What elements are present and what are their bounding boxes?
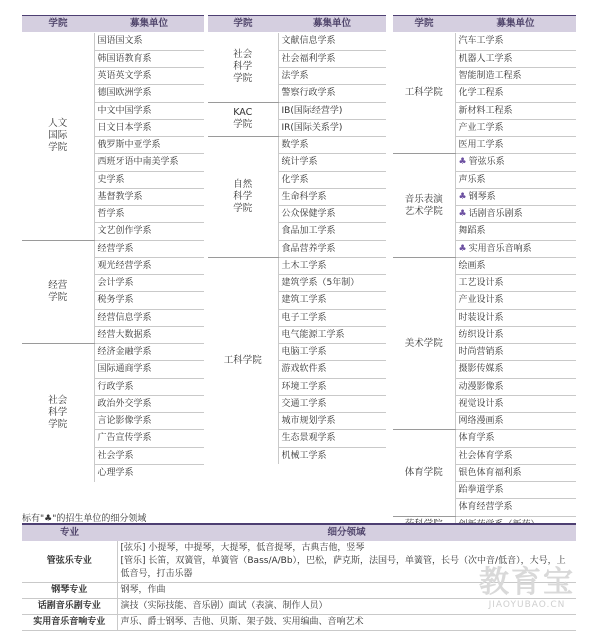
detail-row	[22, 615, 576, 631]
unit-name: 实用音乐音响系	[468, 243, 532, 254]
unit-name: 西班牙语中南美学系	[97, 157, 179, 168]
unit-cell	[455, 257, 576, 274]
unit-cell	[455, 223, 576, 240]
unit-cell	[94, 119, 204, 136]
unit-name: 统计学系	[281, 157, 318, 168]
unit-cell	[278, 240, 386, 257]
unit-cell	[278, 326, 386, 343]
unit-cell	[278, 119, 386, 136]
unit-name: 史学系	[97, 174, 125, 185]
unit-name: 声乐系	[458, 174, 486, 185]
unit-cell	[278, 447, 386, 464]
club-icon: ♣	[458, 209, 467, 220]
unit-name: 动漫影像系	[458, 381, 504, 392]
unit-name: 基督教学系	[97, 191, 143, 202]
unit-name: 机器人工学系	[458, 53, 513, 64]
unit-name: 文艺创作学系	[97, 226, 152, 237]
unit-name: 电脑工学系	[281, 347, 327, 358]
unit-cell	[455, 188, 576, 205]
unit-cell	[278, 344, 386, 361]
unit-name: 经营信息学系	[97, 312, 152, 323]
unit-cell	[455, 275, 576, 292]
detail-major: 话剧音乐剧专业	[22, 599, 117, 615]
unit-cell	[455, 430, 576, 447]
college-name: 社会 科学 学院	[208, 33, 278, 102]
header-college: 学院	[233, 18, 253, 29]
unit-cell	[455, 154, 576, 171]
club-icon: ♣	[458, 157, 467, 168]
unit-cell	[94, 154, 204, 171]
unit-name: 舞蹈系	[458, 226, 486, 237]
college-name: 工科学院	[208, 257, 278, 464]
unit-name: 俄罗斯中亚学系	[97, 140, 161, 151]
college-name: 工科学院	[393, 33, 455, 154]
unit-name: 摄影传媒系	[458, 364, 504, 375]
unit-name: 时尚营销系	[458, 347, 504, 358]
header-college: 学院	[48, 18, 68, 29]
unit-cell	[278, 171, 386, 188]
unit-name: 经营学系	[97, 243, 134, 254]
unit-name: IR(国际关系学)	[281, 122, 343, 133]
unit-cell	[94, 413, 204, 430]
unit-cell	[278, 395, 386, 412]
unit-cell	[455, 171, 576, 188]
unit-cell	[278, 85, 386, 102]
unit-cell	[94, 344, 204, 361]
unit-cell	[455, 344, 576, 361]
unit-name: 社会体育学系	[458, 450, 513, 461]
unit-name: 交通工学系	[281, 398, 327, 409]
unit-row	[22, 344, 204, 361]
club-icon: ♣	[458, 243, 467, 254]
detail-major: 实用音乐音响专业	[22, 615, 117, 631]
unit-name: 视觉设计系	[458, 398, 504, 409]
watermark-logo	[479, 566, 575, 610]
college-table-2	[208, 33, 386, 464]
unit-row	[22, 240, 204, 257]
unit-name: 新材料工程系	[458, 105, 513, 116]
unit-name: 英语英文学系	[97, 71, 152, 82]
watermark-sub: JIAOYUBAO.CN	[488, 600, 566, 610]
unit-cell	[278, 292, 386, 309]
unit-name: 体育学系	[458, 433, 495, 444]
unit-name: 社会学系	[97, 450, 134, 461]
college-name: 体育学院	[393, 430, 455, 516]
unit-cell	[455, 33, 576, 50]
unit-name: 产业工学系	[458, 122, 504, 133]
unit-name: 韩国语教育系	[97, 53, 152, 64]
unit-cell	[455, 413, 576, 430]
unit-row	[393, 33, 576, 50]
unit-cell	[94, 171, 204, 188]
unit-cell	[94, 223, 204, 240]
unit-cell	[455, 309, 576, 326]
unit-cell	[278, 413, 386, 430]
unit-name: 管弦乐系	[468, 157, 505, 168]
unit-row	[393, 154, 576, 171]
unit-name: 绘画系	[458, 260, 486, 271]
unit-cell	[278, 206, 386, 223]
unit-row	[208, 33, 386, 50]
unit-cell	[455, 447, 576, 464]
unit-cell	[94, 309, 204, 326]
unit-cell	[94, 378, 204, 395]
header-unit: 募集单位	[129, 18, 168, 29]
unit-row	[208, 102, 386, 119]
detail-field: 演技（实际技能、音乐剧）面试（表演、制作人员）	[117, 599, 576, 615]
unit-cell	[278, 50, 386, 67]
unit-name: 网络漫画系	[458, 416, 504, 427]
unit-name: 中文中国学系	[97, 105, 152, 116]
unit-name: 心理学系	[97, 468, 134, 479]
unit-name: 经营大数据系	[97, 329, 152, 340]
unit-cell	[278, 378, 386, 395]
unit-name: 纺织设计系	[458, 329, 504, 340]
college-name: 美术学院	[393, 257, 455, 430]
detail-header-major: 专业	[22, 524, 117, 541]
detail-field: 钢琴，作曲	[117, 583, 576, 599]
unit-name: 观光经营学系	[97, 260, 152, 271]
unit-cell	[278, 223, 386, 240]
unit-row	[393, 430, 576, 447]
unit-name: 电子工学系	[281, 312, 327, 323]
unit-cell	[94, 50, 204, 67]
unit-name: 建筑工学系	[281, 295, 327, 306]
unit-name: 工艺设计系	[458, 278, 504, 289]
unit-cell	[94, 33, 204, 50]
header-unit: 募集单位	[312, 18, 351, 29]
detail-major: 钢琴专业	[22, 583, 117, 599]
unit-cell	[94, 85, 204, 102]
unit-name: 机械工学系	[281, 450, 327, 461]
unit-name: 国语国文系	[97, 36, 143, 47]
unit-name: 体育经营学系	[458, 502, 513, 513]
unit-cell	[278, 188, 386, 205]
unit-cell	[455, 395, 576, 412]
unit-row	[22, 33, 204, 50]
unit-row	[208, 257, 386, 274]
unit-cell	[455, 68, 576, 85]
unit-name: 公众保健学系	[281, 209, 336, 220]
unit-cell	[94, 430, 204, 447]
unit-name: 化学工程系	[458, 88, 504, 99]
unit-name: 广告宣传学系	[97, 433, 152, 444]
unit-name: 国际通商学系	[97, 364, 152, 375]
unit-cell	[94, 102, 204, 119]
unit-name: 土木工学系	[281, 260, 327, 271]
header-col3	[393, 16, 576, 32]
detail-header-field: 细分领域	[117, 524, 576, 541]
college-name: 音乐表演 艺术学院	[393, 154, 455, 258]
unit-cell	[94, 68, 204, 85]
college-table-3	[393, 33, 576, 533]
club-icon: ♣	[458, 191, 467, 202]
unit-row	[393, 257, 576, 274]
unit-cell	[278, 137, 386, 154]
unit-name: 游戏软件系	[281, 364, 327, 375]
unit-cell	[455, 206, 576, 223]
unit-name: 产业设计系	[458, 295, 504, 306]
unit-cell	[94, 395, 204, 412]
header-col1	[22, 16, 204, 32]
unit-name: 食品营养学系	[281, 243, 336, 254]
unit-cell	[455, 482, 576, 499]
college-name: 人文 国际 学院	[22, 33, 94, 240]
unit-cell	[94, 361, 204, 378]
unit-cell	[455, 119, 576, 136]
unit-cell	[94, 257, 204, 274]
unit-cell	[278, 154, 386, 171]
unit-name: 城市规划学系	[281, 416, 336, 427]
detail-field: [弦乐] 小提琴，中提琴，大提琴，低音提琴，古典吉他，竖琴 [管乐] 长笛，双簧管，单簧管（Bass/A/Bb），巴松，萨克斯，法国号，单簧管，长号（次中音/低音），大号，上低音号，打击乐器	[117, 541, 576, 583]
unit-name: 生态景观学系	[281, 433, 336, 444]
college-name: 经营 学院	[22, 240, 94, 344]
unit-name: 日文日本学系	[97, 122, 152, 133]
unit-name: 经济金融学系	[97, 347, 152, 358]
unit-cell	[278, 102, 386, 119]
unit-name: 环境工学系	[281, 381, 327, 392]
note-text: 标有"♣"的招生单位的细分领域	[22, 514, 147, 524]
detail-major: 管弦乐专业	[22, 541, 117, 583]
unit-name: 德国欧洲学系	[97, 88, 152, 99]
unit-name: 建筑学系（5年制）	[281, 278, 360, 289]
unit-name: 政治外交学系	[97, 398, 152, 409]
unit-cell	[94, 326, 204, 343]
header-unit: 募集单位	[496, 18, 535, 29]
unit-cell	[455, 464, 576, 481]
unit-cell	[455, 326, 576, 343]
unit-cell	[455, 85, 576, 102]
unit-name: 跆拳道学系	[458, 485, 504, 496]
unit-cell	[94, 464, 204, 481]
unit-row	[208, 137, 386, 154]
unit-cell	[94, 188, 204, 205]
college-name: 社会 科学 学院	[22, 344, 94, 482]
unit-name: 会计学系	[97, 278, 134, 289]
unit-cell	[278, 68, 386, 85]
college-name: KAC 学院	[208, 102, 278, 137]
college-table-1	[22, 33, 204, 482]
unit-cell	[94, 447, 204, 464]
header-college: 学院	[414, 18, 434, 29]
unit-cell	[278, 33, 386, 50]
detail-field: 声乐、爵士钢琴、吉他、贝斯、架子鼓、实用编曲、音响艺术	[117, 615, 576, 631]
unit-cell	[278, 257, 386, 274]
unit-name: 化学系	[281, 174, 309, 185]
unit-name: 钢琴系	[468, 191, 496, 202]
unit-cell	[455, 137, 576, 154]
unit-name: 税务学系	[97, 295, 134, 306]
unit-name: 医用工学系	[458, 140, 504, 151]
unit-name: 食品加工学系	[281, 226, 336, 237]
unit-name: 数学系	[281, 140, 309, 151]
unit-cell	[278, 430, 386, 447]
unit-name: 智能制造工程系	[458, 71, 522, 82]
unit-name: 社会福利学系	[281, 53, 336, 64]
unit-cell	[455, 361, 576, 378]
unit-cell	[94, 137, 204, 154]
watermark-main: 教育宝	[479, 565, 575, 600]
unit-cell	[455, 240, 576, 257]
college-name: 自然 科学 学院	[208, 137, 278, 258]
unit-name: 时装设计系	[458, 312, 504, 323]
unit-name: 电气能源工学系	[281, 329, 345, 340]
unit-cell	[455, 499, 576, 516]
unit-name: 法学系	[281, 71, 309, 82]
unit-cell	[94, 240, 204, 257]
unit-cell	[455, 378, 576, 395]
unit-name: 银色体育福利系	[458, 467, 522, 478]
unit-cell	[94, 275, 204, 292]
unit-cell	[94, 292, 204, 309]
unit-name: 生命科学系	[281, 191, 327, 202]
unit-cell	[278, 309, 386, 326]
unit-name: IB(国际经营学)	[281, 105, 343, 116]
unit-cell	[278, 275, 386, 292]
unit-cell	[455, 50, 576, 67]
unit-name: 话剧音乐剧系	[468, 209, 523, 220]
unit-name: 哲学系	[97, 209, 125, 220]
unit-name: 汽车工学系	[458, 36, 504, 47]
unit-name: 警察行政学系	[281, 88, 336, 99]
unit-name: 言论影像学系	[97, 416, 152, 427]
unit-cell	[94, 206, 204, 223]
unit-name: 行政学系	[97, 381, 134, 392]
unit-cell	[455, 292, 576, 309]
unit-cell	[278, 361, 386, 378]
unit-cell	[455, 102, 576, 119]
unit-name: 文献信息学系	[281, 36, 336, 47]
header-col2	[208, 16, 386, 32]
